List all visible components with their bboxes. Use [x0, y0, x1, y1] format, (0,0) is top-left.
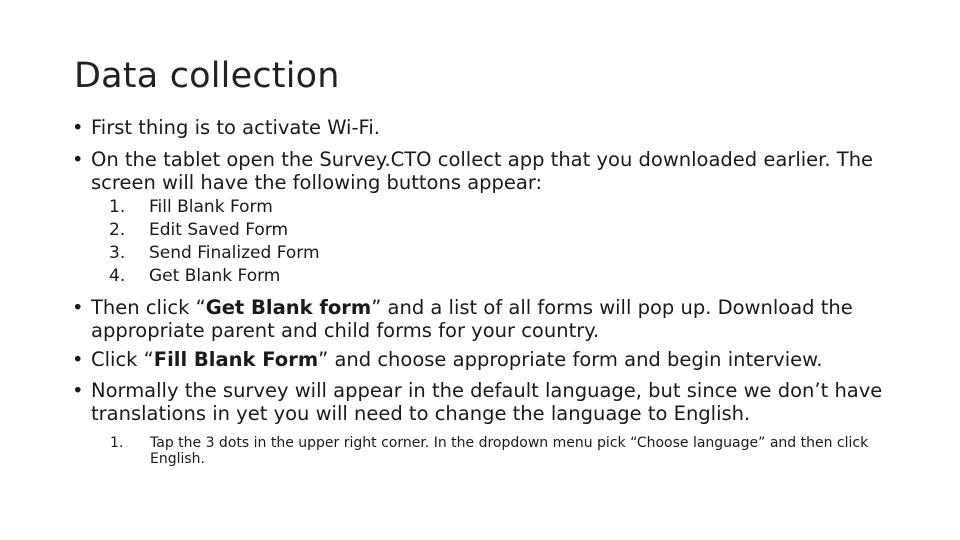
- bullet-language: [72, 379, 932, 425]
- bullet-symbol: •: [72, 379, 84, 402]
- button-list-item: [109, 196, 869, 219]
- item-text: Send Finalized Form: [149, 243, 320, 263]
- emphasis-text: Fill Blank Form: [153, 348, 319, 371]
- bullet-text: [72, 348, 932, 371]
- bullet-text: [72, 296, 932, 342]
- bullet-symbol: •: [72, 148, 84, 171]
- button-list-item: [109, 219, 869, 242]
- item-text: Get Blank Form: [149, 266, 281, 286]
- text-segment: ” and a list of all forms will pop up. Download the appropriate parent and child forms for your country.: [91, 296, 853, 342]
- bullet-symbol: •: [72, 348, 84, 371]
- bullet-symbol: •: [72, 116, 84, 139]
- item-number: 1.: [110, 435, 124, 451]
- bullet-text: First thing is to activate Wi-Fi.: [91, 116, 380, 139]
- item-number: 3.: [109, 243, 126, 263]
- item-number: 2.: [109, 220, 126, 240]
- bullet-activate-wifi: [72, 116, 932, 139]
- item-number: 1.: [109, 197, 126, 217]
- bullet-symbol: •: [72, 296, 84, 319]
- language-step: [110, 435, 870, 467]
- text-segment: Then click “: [91, 296, 206, 319]
- bullet-fill-blank-form: [72, 348, 932, 371]
- text-segment: ” and choose appropriate form and begin interview.: [318, 348, 823, 371]
- item-number: 4.: [109, 266, 126, 286]
- button-list-item: [109, 242, 869, 265]
- slide-title: Data collection: [74, 56, 340, 96]
- button-list-item: [109, 265, 869, 288]
- item-text: Tap the 3 dots in the upper right corner. In the dropdown menu pick “Choose language” and then click English.: [150, 435, 869, 467]
- text-segment: Click “: [91, 348, 154, 371]
- bullet-get-blank-form: [72, 296, 932, 342]
- item-text: Fill Blank Form: [149, 197, 273, 217]
- bullet-text: Normally the survey will appear in the default language, but since we don’t have translations in yet you will need to change the language to English.: [91, 379, 883, 425]
- emphasis-text: Get Blank form: [205, 296, 372, 319]
- bullet-text: On the tablet open the Survey.CTO collect app that you downloaded earlier. The screen will have the following buttons appear:: [91, 148, 874, 194]
- bullet-open-app: [72, 148, 932, 194]
- item-text: Edit Saved Form: [149, 220, 289, 240]
